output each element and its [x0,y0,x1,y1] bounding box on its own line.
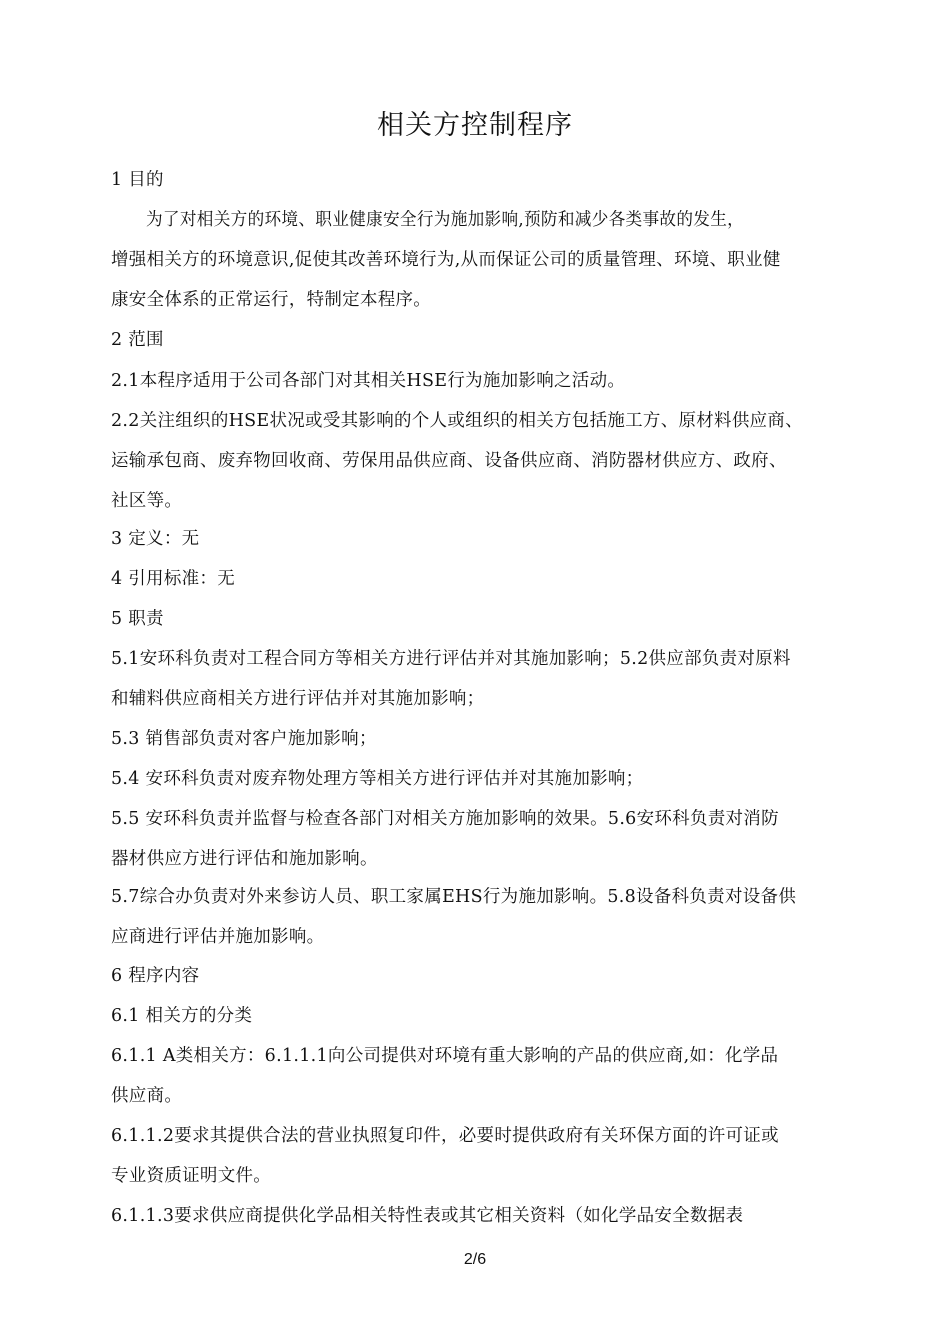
section-heading: 1 目的 [111,170,164,190]
paragraph-line: 5.3 销售部负责对客户施加影响； [111,729,377,749]
paragraph-line: 6.1.1 A类相关方：6.1.1.1向公司提供对环境有重大影响的产品的供应商,如：化学品 [111,1046,779,1066]
paragraph-line: 供应商。 [111,1086,183,1106]
paragraph-line: 专业资质证明文件。 [111,1166,272,1186]
section-heading: 3 定义：无 [111,529,200,549]
section-heading: 2 范围 [111,330,164,350]
page-number: 2/6 [463,1251,487,1268]
paragraph-line: 应商进行评估并施加影响。 [111,927,325,947]
paragraph-line: 运输承包商、废弃物回收商、劳保用品供应商、设备供应商、消防器材供应方、政府、 [111,451,787,471]
document-title: 相关方控制程序 [377,110,573,141]
subsection-heading: 6.1 相关方的分类 [111,1006,253,1026]
section-heading: 5 职责 [111,609,164,629]
paragraph-line: 为了对相关方的环境、职业健康安全行为施加影响,预防和减少各类事故的发生， [146,210,745,230]
paragraph-line: 增强相关方的环境意识,促使其改善环境行为,从而保证公司的质量管理、环境、职业健 [111,250,781,270]
paragraph-line: 6.1.1.2要求其提供合法的营业执照复印件，必要时提供政府有关环保方面的许可证或 [111,1126,779,1146]
paragraph-line: 器材供应方进行评估和施加影响。 [111,849,378,869]
section-heading: 4 引用标准：无 [111,569,235,589]
paragraph-line: 2.1本程序适用于公司各部门对其相关HSE行为施加影响之活动。 [111,371,626,391]
paragraph-line: 社区等。 [111,491,183,511]
paragraph-line: 5.4 安环科负责对废弃物处理方等相关方进行评估并对其施加影响； [111,769,644,789]
paragraph-line: 康安全体系的正常运行，特制定本程序。 [111,290,432,310]
section-heading: 6 程序内容 [111,966,200,986]
paragraph-line: 5.5 安环科负责并监督与检查各部门对相关方施加影响的效果。5.6安环科负责对消防 [111,809,779,829]
paragraph-line: 6.1.1.3要求供应商提供化学品相关特性表或其它相关资料（如化学品安全数据表 [111,1206,744,1226]
paragraph-line: 和辅料供应商相关方进行评估并对其施加影响； [111,689,485,709]
paragraph-line: 5.7综合办负责对外来参访人员、职工家属EHS行为施加影响。5.8设备科负责对设备供 [111,887,797,907]
paragraph-line: 2.2关注组织的HSE状况或受其影响的个人或组织的相关方包括施工方、原材料供应商、 [111,411,803,431]
paragraph-line: 5.1安环科负责对工程合同方等相关方进行评估并对其施加影响；5.2供应部负责对原料 [111,649,791,669]
